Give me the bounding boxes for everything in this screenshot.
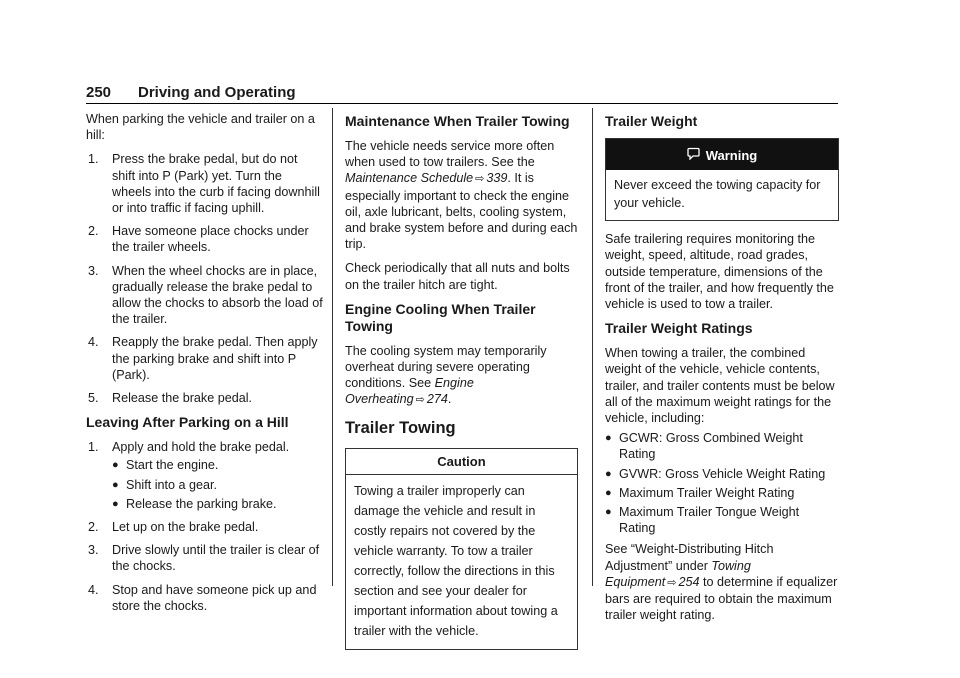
hill-parking-intro: When parking the vehicle and trailer on a hill: — [86, 112, 315, 143]
bullet-icon: ● — [605, 432, 612, 445]
engine-overheating-link[interactable]: Engine Overheating — [345, 376, 474, 407]
column-divider-1 — [332, 108, 333, 586]
bullet-icon: ● — [605, 486, 612, 499]
leaving-bullets — [112, 457, 324, 512]
column-1 — [86, 111, 324, 621]
engine-cooling-paragraph: The cooling system may temporarily overheat during severe operating conditions. See Engine Overheating ⇨ 274. — [345, 343, 547, 407]
leaving-steps — [86, 439, 324, 614]
ratings-paragraph: When towing a trailer, the combined weight of the vehicle, vehicle contents, trailer, and trailer contents must be below all of the maximum weight ratings for the vehicle, including: — [605, 346, 835, 426]
page-number: 250 — [86, 84, 112, 101]
bullet-icon: ● — [112, 478, 119, 491]
maintenance-heading: Maintenance When Trailer Towing — [345, 113, 570, 129]
list-item: 3. When the wheel chocks are in place, gradually release the brake pedal to allow the chocks to absorb the load of the trailer. — [88, 263, 323, 327]
hitch-adjustment-paragraph: See “Weight-Distributing Hitch Adjustment” under Towing Equipment ⇨ 254 to determine if equalizer bars are required to obtain the maximum trailer weight rating. — [605, 542, 838, 623]
section-title: Driving and Operating — [138, 84, 296, 101]
list-item: ● Maximum Trailer Weight Rating — [605, 485, 795, 500]
caution-box — [345, 448, 578, 650]
list-item: 1. Apply and hold the brake pedal. ● Start the engine. ● Shift into a gear. ● Release the parking brake. — [86, 439, 324, 512]
page-ref[interactable]: 254 — [678, 574, 700, 589]
warning-label: Warning — [705, 147, 758, 163]
towing-equipment-link[interactable]: Towing Equipment — [605, 558, 751, 589]
list-item: 2. Have someone place chocks under the trailer wheels. — [88, 224, 309, 255]
column-2 — [345, 111, 578, 650]
list-item: ● GVWR: Gross Vehicle Weight Rating — [605, 466, 826, 481]
bullet-icon: ● — [605, 467, 612, 480]
warning-box — [605, 138, 839, 221]
safe-trailering-paragraph: Safe trailering requires monitoring the weight, speed, altitude, road grades, outside temperature, dimensions of the front of the trailer, and how frequently the vehicle is used to tow a trailer. — [605, 232, 834, 312]
list-item: 3. Drive slowly until the trailer is clear of the chocks. — [88, 543, 320, 574]
list-item: 1. Press the brake pedal, but do not shift into P (Park) yet. Turn the wheels into the curb if facing downhill or into traffic if facing uphill. — [88, 152, 320, 216]
warning-text: Never exceed the towing capacity for your vehicle. — [614, 178, 821, 211]
list-item: 4. Reapply the brake pedal. Then apply the parking brake and shift into P (Park). — [88, 335, 318, 382]
page-ref[interactable]: 274 — [426, 392, 448, 407]
bullet-icon: ● — [112, 459, 119, 472]
hitch-check-paragraph: Check periodically that all nuts and bolts on the trailer hitch are tight. — [345, 261, 570, 292]
caution-text: Towing a trailer improperly can damage the vehicle and result in costly repairs not covered by the vehicle warranty. To tow a trailer correctly, follow the directions in this section and see your dealer for important information about towing a trailer with the vehicle. — [354, 483, 558, 638]
maintenance-schedule-link[interactable]: Maintenance Schedule — [345, 171, 474, 186]
list-item: ● Start the engine. — [112, 458, 219, 473]
page-reference-icon: ⇨ — [415, 394, 425, 407]
list-item: ● Maximum Trailer Tongue Weight Rating — [605, 505, 800, 536]
ratings-bullets — [605, 430, 839, 536]
trailer-weight-heading: Trailer Weight — [605, 113, 698, 129]
header-rule — [86, 103, 838, 104]
list-item: ● Shift into a gear. — [112, 477, 218, 492]
trailer-weight-ratings-heading: Trailer Weight Ratings — [605, 320, 753, 337]
maintenance-paragraph: The vehicle needs service more often when used to tow trailers. See the Maintenance Schedule ⇨ 339. It is especially important to check the engine oil, axle lubricant, belts, cooling system, and brake system before and during each trip. — [345, 139, 578, 252]
list-item: ● Release the parking brake. — [112, 496, 277, 511]
warning-header — [606, 139, 838, 170]
leaving-heading: Leaving After Parking on a Hill — [86, 414, 289, 431]
caution-label: Caution — [346, 449, 577, 475]
page-reference-icon: ⇨ — [475, 173, 485, 186]
column-divider-2 — [592, 108, 593, 586]
list-item: ● GCWR: Gross Combined Weight Rating — [605, 431, 803, 462]
engine-cooling-heading: Engine Cooling When Trailer Towing — [345, 300, 536, 334]
trailer-towing-heading: Trailer Towing — [345, 418, 456, 437]
bullet-icon: ● — [112, 497, 119, 510]
page-ref[interactable]: 339 — [486, 171, 508, 186]
page-header — [86, 84, 838, 104]
hill-parking-steps — [86, 151, 324, 406]
list-item: 2. Let up on the brake pedal. — [88, 520, 259, 535]
bullet-icon: ● — [605, 506, 612, 519]
column-3 — [605, 111, 839, 631]
page-reference-icon: ⇨ — [667, 576, 677, 589]
list-item: 4. Stop and have someone pick up and store the chocks. — [88, 582, 317, 613]
list-item: 5. Release the brake pedal. — [88, 391, 253, 406]
speech-bubble-icon — [687, 147, 700, 164]
